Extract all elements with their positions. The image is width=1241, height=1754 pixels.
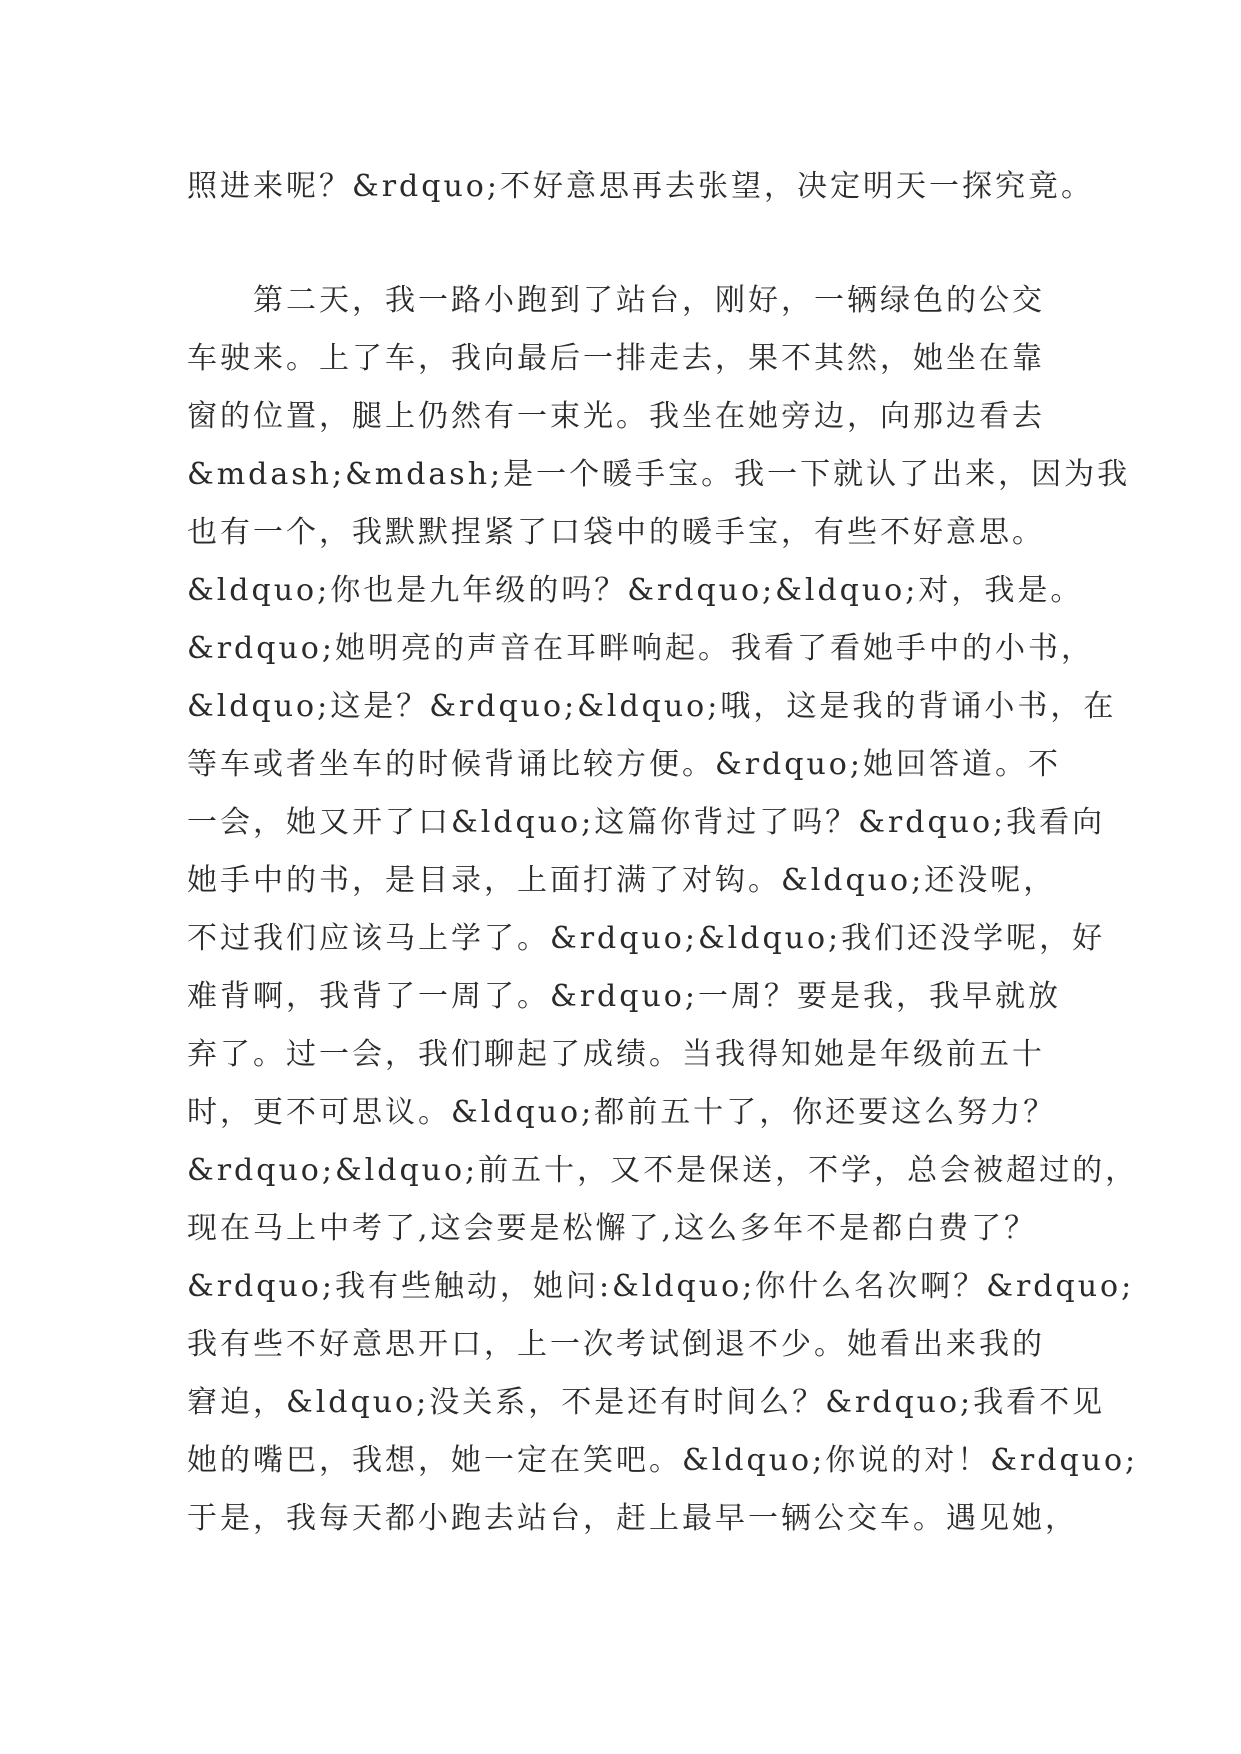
paragraph-line: &ldquo;你也是九年级的吗？&rdquo;&ldquo;对，我是。 [187,573,1084,608]
paragraph-line: &mdash;&mdash;是一个暖手宝。我一下就认了出来，因为我 [187,457,1131,492]
paragraph-line: 窗的位置，腿上仍然有一束光。我坐在她旁边，向那边看去 [187,399,1045,434]
paragraph-line: 第二天，我一路小跑到了站台，刚好，一辆绿色的公交 [187,283,1045,318]
paragraph-line: 照进来呢？&rdquo;不好意思再去张望，决定明天一探究竟。 [187,169,1094,204]
paragraph-line: 她手中的书，是目录，上面打满了对钩。&ldquo;还没呢， [187,863,1057,898]
paragraph-line: 一会，她又开了口&ldquo;这篇你背过了吗？&rdquo;我看向 [187,805,1106,840]
paragraph-line: &rdquo;我有些触动，她问:&ldquo;你什么名次啊？&rdquo; [187,1269,1135,1304]
paragraph-line: 现在马上中考了,这会要是松懈了,这么多年不是都白费了？ [187,1211,1038,1246]
paragraph-1 [187,158,1094,216]
paragraph-line: 于是，我每天都小跑去站台，赶上最早一辆公交车。遇见她， [187,1501,1078,1536]
paragraph-line: 弃了。过一会，我们聊起了成绩。当我得知她是年级前五十 [187,1037,1045,1072]
paragraph-line: &rdquo;&ldquo;前五十，又不是保送，不学，总会被超过的， [187,1153,1139,1188]
paragraph-line: &rdquo;她明亮的声音在耳畔响起。我看了看她手中的小书， [187,631,1094,666]
paragraph-line: 难背啊，我背了一周了。&rdquo;一周？要是我，我早就放 [187,979,1061,1014]
paragraph-line: 窘迫，&ldquo;没关系，不是还有时间么？&rdquo;我看不见 [187,1385,1106,1420]
paragraph-line: 车驶来。上了车，我向最后一排走去，果不其然，她坐在靠 [187,341,1045,376]
paragraph-line: &ldquo;这是？&rdquo;&ldquo;哦，这是我的背诵小书，在 [187,689,1117,724]
paragraph-line: 时，更不可思议。&ldquo;都前五十了，你还要这么努力？ [187,1095,1057,1130]
paragraph-line: 也有一个，我默默捏紧了口袋中的暖手宝，有些不好意思。 [187,515,1045,550]
paragraph-2 [187,272,1139,1548]
paragraph-line: 她的嘴巴，我想，她一定在笑吧。&ldquo;你说的对！&rdquo; [187,1443,1139,1478]
paragraph-line: 等车或者坐车的时候背诵比较方便。&rdquo;她回答道。不 [187,747,1061,782]
paragraph-line: 不过我们应该马上学了。&rdquo;&ldquo;我们还没学呢，好 [187,921,1106,956]
paragraph-line: 我有些不好意思开口，上一次考试倒退不少。她看出来我的 [187,1327,1045,1362]
